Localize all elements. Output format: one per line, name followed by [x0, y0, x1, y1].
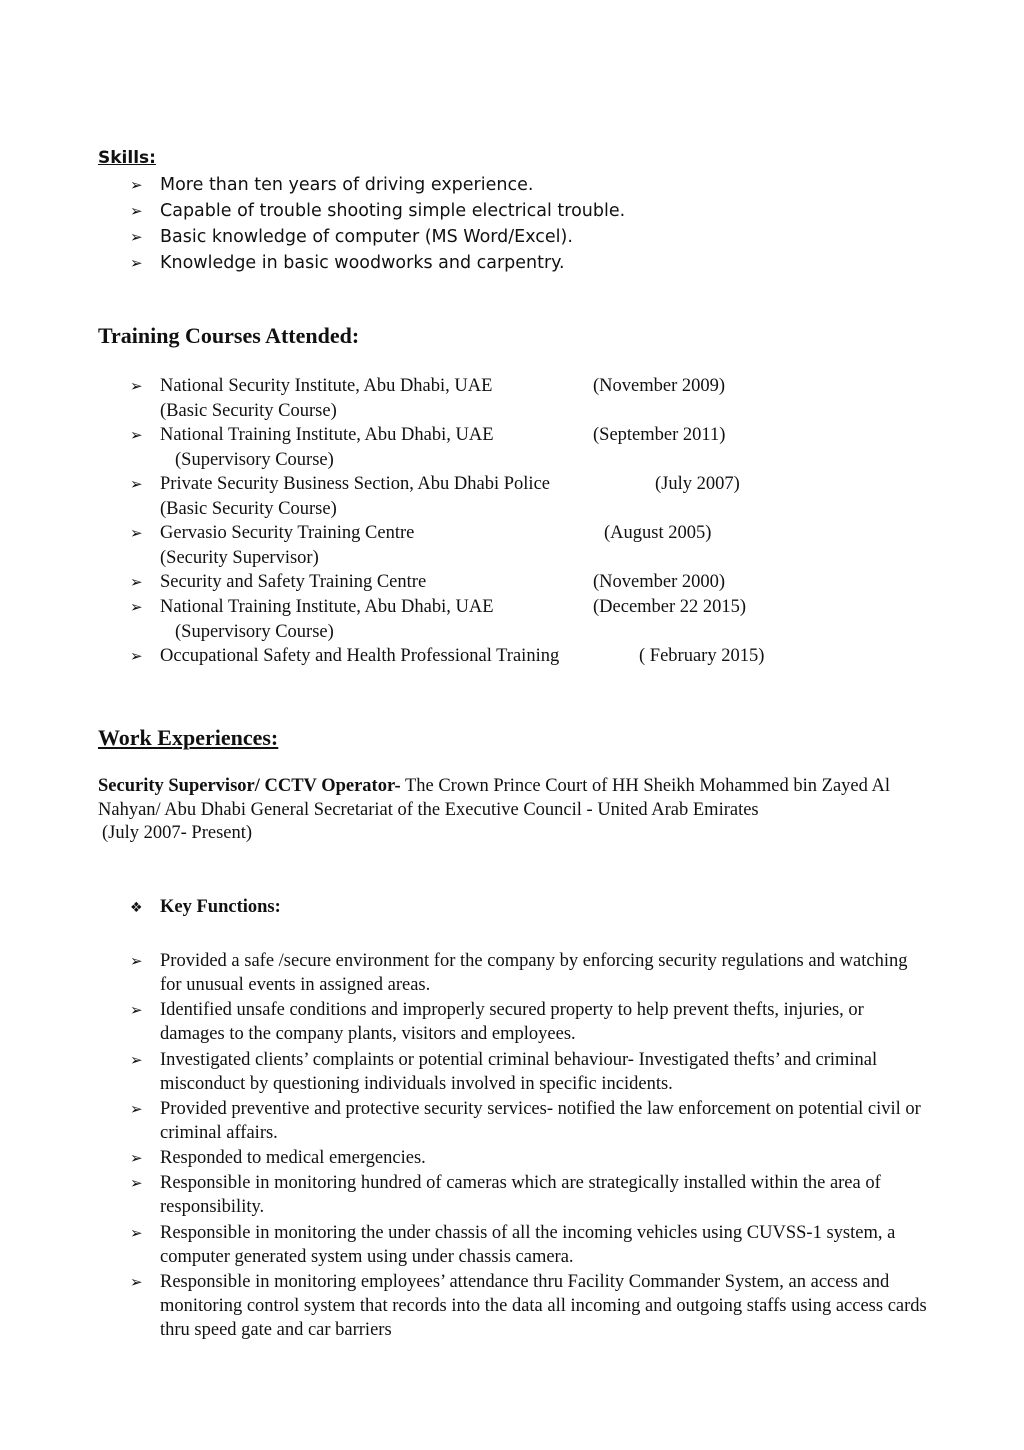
function-text: Responsible in monitoring hundred of cameras which are strategically installed within the area of responsibility. [160, 1173, 881, 1218]
training-course: (Supervisory Course) [175, 450, 334, 470]
function-text: Responsible in monitoring employees’ attendance thru Facility Commander System, an access and monitoring control system that records into the data all incoming and outgoing staffs using access cards thru speed gate and car barriers [160, 1272, 927, 1341]
skill-text: Knowledge in basic woodworks and carpentry. [160, 253, 565, 273]
arrowhead-bullet-icon: ➢ [130, 1174, 143, 1193]
function-item [130, 949, 930, 997]
job-period: (July 2007- Present) [102, 823, 253, 843]
training-course: (Basic Security Course) [160, 499, 337, 519]
training-item [130, 472, 890, 521]
training-date: (September 2011) [593, 425, 726, 445]
arrowhead-bullet-icon: ➢ [130, 426, 143, 444]
arrowhead-bullet-icon: ➢ [130, 1273, 143, 1292]
function-item [130, 1221, 930, 1269]
training-name: Private Security Business Section, Abu Dhabi Police [160, 474, 550, 494]
arrowhead-bullet-icon: ➢ [130, 647, 143, 665]
training-item [130, 374, 890, 423]
function-text: Responsible in monitoring the under chassis of all the incoming vehicles using CUVSS-1 system, a computer generated system using under chassis camera. [160, 1222, 896, 1267]
job-title: Security Supervisor/ CCTV Operator- [98, 776, 401, 796]
arrowhead-bullet-icon: ➢ [130, 176, 143, 194]
arrowhead-bullet-icon: ➢ [130, 952, 143, 970]
arrowhead-bullet-icon: ➢ [130, 1050, 143, 1069]
skill-item [130, 198, 625, 224]
skill-text: Basic knowledge of computer (MS Word/Excel). [160, 227, 573, 247]
function-text: Provided a safe /secure environment for the company by enforcing security regulations and watching for unusual events in assigned areas. [160, 951, 908, 995]
arrowhead-bullet-icon: ➢ [130, 254, 143, 272]
arrowhead-bullet-icon: ➢ [130, 202, 143, 220]
function-item [130, 1171, 930, 1219]
function-text: Responded to medical emergencies. [160, 1148, 426, 1169]
training-name: National Security Institute, Abu Dhabi, UAE [160, 376, 493, 396]
key-functions-heading [130, 897, 281, 918]
function-item [130, 1270, 930, 1342]
training-date: ( February 2015) [639, 646, 765, 666]
skill-text: More than ten years of driving experience. [160, 175, 534, 195]
function-text: Identified unsafe conditions and improperly secured property to help prevent thefts, injuries, or damages to the company plants, visitors and employees. [160, 1000, 864, 1045]
functions-list [130, 949, 930, 1343]
function-item [130, 1146, 930, 1170]
skill-item [130, 224, 625, 250]
training-name: Gervasio Security Training Centre [160, 523, 415, 543]
key-functions-label: Key Functions: [160, 897, 281, 917]
training-name: Security and Safety Training Centre [160, 572, 427, 592]
function-text: Investigated clients’ complaints or potential criminal behaviour- Investigated thefts’ and criminal misconduct by questioning individuals involved in specific incidents. [160, 1049, 878, 1094]
diamond-cluster-icon: ❖ [130, 900, 143, 916]
training-list [130, 374, 890, 669]
training-item [130, 644, 890, 669]
training-course: (Security Supervisor) [160, 548, 319, 568]
skill-text: Capable of trouble shooting simple electrical trouble. [160, 201, 626, 221]
arrowhead-bullet-icon: ➢ [130, 524, 143, 542]
job-entry [98, 775, 928, 846]
arrowhead-bullet-icon: ➢ [130, 598, 143, 616]
skills-heading: Skills: [98, 148, 156, 168]
training-item [130, 595, 890, 644]
training-item [130, 423, 890, 472]
training-date: (August 2005) [604, 523, 712, 543]
arrowhead-bullet-icon: ➢ [130, 1001, 143, 1020]
arrowhead-bullet-icon: ➢ [130, 377, 143, 395]
arrowhead-bullet-icon: ➢ [130, 228, 143, 246]
training-name: National Training Institute, Abu Dhabi, UAE [160, 425, 494, 445]
arrowhead-bullet-icon: ➢ [130, 1223, 143, 1242]
arrowhead-bullet-icon: ➢ [130, 1099, 143, 1118]
work-heading: Work Experiences: [98, 725, 279, 750]
training-date: (November 2000) [593, 572, 726, 592]
training-course: (Basic Security Course) [160, 401, 337, 421]
function-text: Provided preventive and protective security services- notified the law enforcement on potential civil or criminal affairs. [160, 1098, 921, 1143]
job-employer: The Crown Prince Court of HH Sheikh Mohammed bin Zayed Al Nahyan/ Abu Dhabi General Secretariat of the Executive Council - United Arab Emirates [98, 776, 890, 820]
arrowhead-bullet-icon: ➢ [130, 475, 143, 493]
function-item [130, 1097, 930, 1145]
arrowhead-bullet-icon: ➢ [130, 573, 143, 591]
skill-item [130, 172, 625, 198]
skills-list [130, 172, 625, 276]
training-name: National Training Institute, Abu Dhabi, UAE [160, 597, 494, 617]
skill-item [130, 250, 625, 276]
training-item [130, 570, 890, 595]
training-date: (July 2007) [655, 474, 740, 494]
function-item [130, 1048, 930, 1096]
function-item [130, 998, 930, 1046]
training-date: (December 22 2015) [593, 597, 747, 617]
training-heading: Training Courses Attended: [98, 323, 360, 348]
training-item [130, 521, 890, 570]
training-course: (Supervisory Course) [175, 622, 334, 642]
training-name: Occupational Safety and Health Professional Training [160, 646, 560, 666]
arrowhead-bullet-icon: ➢ [130, 1149, 143, 1168]
training-date: (November 2009) [593, 376, 726, 396]
